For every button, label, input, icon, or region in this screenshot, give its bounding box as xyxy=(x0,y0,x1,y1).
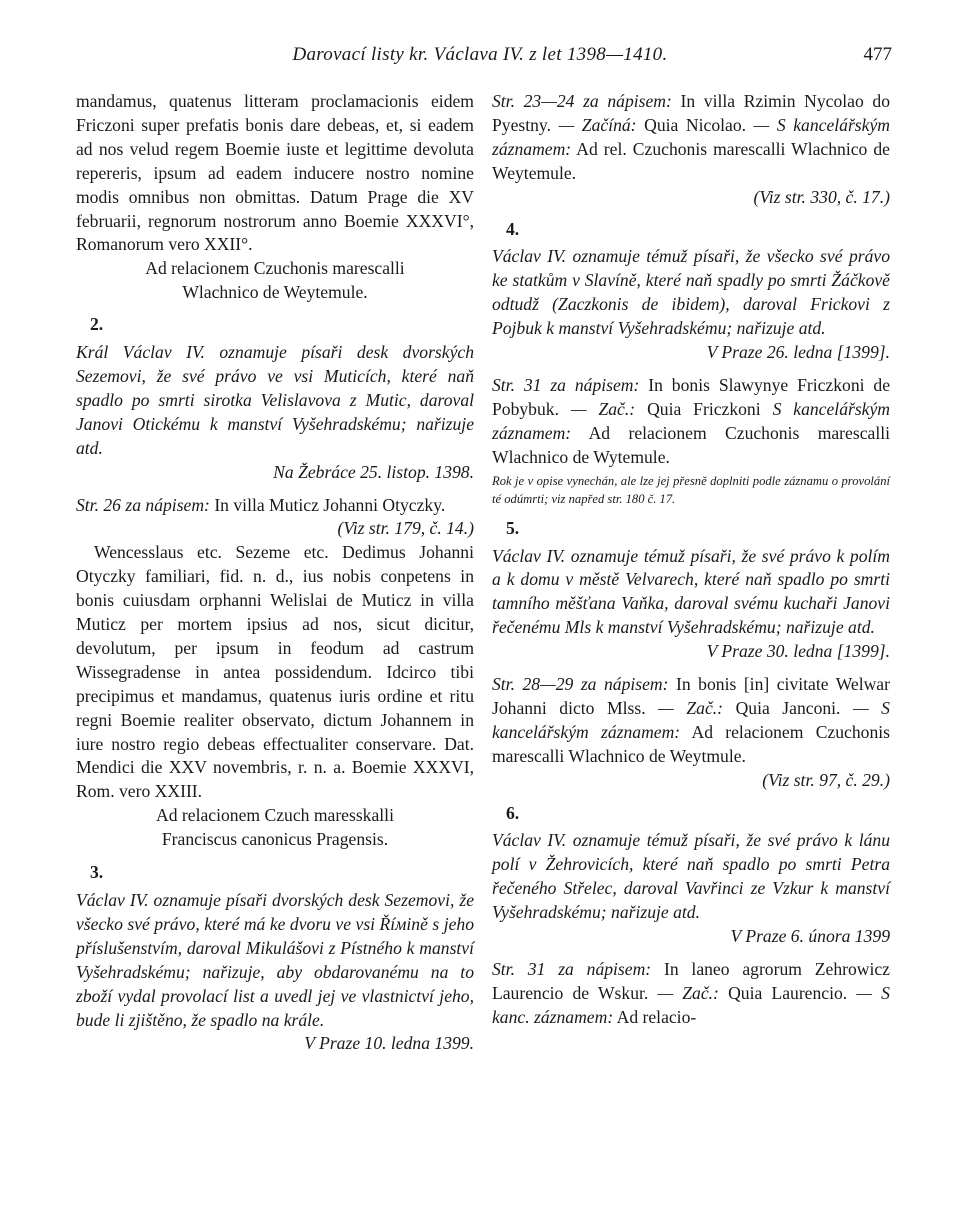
incipit-label-1: — Začíná: xyxy=(558,114,637,135)
source-text-6: In laneo agrorum Zehrowicz Laurencio de Wskur. xyxy=(492,959,890,1003)
chancery-text-5: Ad relacionem Czuchonis marescalli Wlachnico de Weytmule. xyxy=(492,721,890,766)
chancery-label-6: — S kanc. záznamem: xyxy=(492,982,890,1027)
document-number-6: 6. xyxy=(506,802,520,823)
chancery-label-5: — S kancelářským záznamem: xyxy=(492,697,890,742)
source-text-5: In bonis [in] civitate Welwar Johanni dicto Mlss. xyxy=(492,674,890,718)
document-number-4: 4. xyxy=(506,218,520,239)
source-note-2 xyxy=(76,494,474,518)
regest-6: Václav IV. oznamuje témuž písaři, že své právo k lánu polí v Žehrovicích, které naň spadlo po smrti Petra řečeného Střelec, daroval Vavřinci ze Vzkur k manství Vyšehradskému; nařizuje atd. xyxy=(492,830,890,923)
incipit-text-1: Quia Nicolao. xyxy=(644,114,747,135)
relacio-note-1 xyxy=(76,257,474,305)
running-title: Darovací listy kr. Václava IV. z let 1398—1410. xyxy=(292,44,668,65)
continued-paragraph: mandamus, quatenus litteram proclamacionis eidem Friczoni super prefatis bonis dare debeas, et, si eadem ad nos velud regem Boemie iuste et legittime devoluta repereris, ipsum ad eadem inducere nostro nomine modis omnibus non obmittas. Datum Prage die XV februarii, regnorum nostrorum anno Boemie XXXVI°, Romanorum vero XXII°. xyxy=(76,91,474,255)
source-label-6: Str. 31 za nápisem: xyxy=(492,959,652,979)
cross-reference-1: (Viz str. 330, č. 17.) xyxy=(753,186,890,207)
regest-4: Václav IV. oznamuje témuž písaři, že všecko své právo ke statkům v Slavíně, které naň spadly po smrti Žáčkově odtudž (Zaczkonis de ibidem), daroval Frickovi z Pojbuk k manství Vyšehradskému; nařizuje atd. xyxy=(492,246,890,339)
incipit-text-4: Quia Friczkoni xyxy=(647,398,761,419)
incipit-label-6: — Zač.: xyxy=(657,982,719,1003)
incipit-text-6: Quia Laurencio. xyxy=(728,982,848,1003)
place-date-4: V Praze 26. ledna [1399]. xyxy=(706,342,890,363)
chancery-text-1: Ad rel. Czuchonis marescalli Wlachnico de Weytemule. xyxy=(492,138,890,183)
right-column xyxy=(492,90,890,1030)
editorial-note-4: Rok je v opise vynechán, ale lze jej přesně doplniti podle záznamu o provolání té odúmrti; viz napřed str. 180 č. 17. xyxy=(492,473,890,506)
cross-reference-5: (Viz str. 97, č. 29.) xyxy=(762,769,890,790)
relacio-2-line-1: Ad relacionem Czuch maresskalli xyxy=(156,805,394,826)
running-head xyxy=(0,44,960,74)
chancery-text-6: Ad relacio- xyxy=(616,1006,697,1027)
regest-5: Václav IV. oznamuje témuž písaři, že své právo k polím a k domu v městě Velvarech, které naň spadlo po smrti tamního měšťana Vaňka, daroval svému kuchaři Janovi řečenému Mls k manství Vyšehradskému; nařizuje atd. xyxy=(492,545,890,638)
source-note-5 xyxy=(492,673,890,769)
place-date-5: V Praze 30. ledna [1399]. xyxy=(706,641,890,662)
relacio-note-2 xyxy=(76,804,474,852)
document-number-5: 5. xyxy=(506,517,520,538)
regest-2: Král Václav IV. oznamuje písaři desk dvorských Sezemovi, že své právo ve vsi Muticích, které naň spadlo po smrti sirotka Velislavova z Mutic, daroval Janovi Otickému k manství Vyšehradskému; nařizuje atd. xyxy=(76,342,474,458)
source-text-1: In villa Rzimin Nycolao do Pyestny. xyxy=(492,91,890,135)
document-number-2: 2. xyxy=(90,314,104,335)
place-date-6: V Praze 6. února 1399 xyxy=(730,926,890,947)
source-note-6 xyxy=(492,958,890,1030)
incipit-label-5: — Zač.: xyxy=(658,697,724,718)
place-date-3: V Praze 10. ledna 1399. xyxy=(304,1033,474,1054)
source-label-5: Str. 28—29 za nápisem: xyxy=(492,674,669,695)
incipit-label-4: — Zač.: xyxy=(570,398,636,419)
incipit-text-5: Quia Janconi. xyxy=(735,697,841,718)
source-label-1: Str. 23—24 za nápisem: xyxy=(492,91,672,111)
left-column xyxy=(76,90,474,1056)
relacio-1-line-2: Wlachnico de Weytemule. xyxy=(182,282,368,303)
document-number-3: 3. xyxy=(90,862,104,883)
chancery-label-4: S kancelářským záznamem: xyxy=(492,398,891,443)
source-text-4: In bonis Slawynye Friczkoni de Pobybuk. xyxy=(492,374,890,419)
source-label-2: Str. 26 za nápisem: xyxy=(76,494,210,515)
source-note-4 xyxy=(492,374,890,470)
chancery-label-1: — S kancelářským záznamem: xyxy=(492,114,890,159)
source-text-2: In villa Muticz Johanni Otyczky. xyxy=(214,494,446,515)
source-label-4: Str. 31 za nápisem: xyxy=(492,374,640,395)
cross-reference-2: (Viz str. 179, č. 14.) xyxy=(337,518,474,539)
chancery-text-4: Ad relacionem Czuchonis marescalli Wlachnico de Wytemule. xyxy=(492,422,890,467)
relacio-2-line-2: Franciscus canonicus Pragensis. xyxy=(161,829,389,850)
regest-3: Václav IV. oznamuje písaři dvorských desk Sezemovi, že všecko své právo, které má ke dvoru ve vsi Říміně s jeho příslušenstvím, daroval Mikulášovi z Pístného k manství Vyšehradskému; nařizuje, aby obdarovanému na to zboží vydal provolací list a uvedl jej ve vlastnictví jeho, bude li zjištěno, že spadlo na krále. xyxy=(76,890,474,1030)
document-text-2: Wencesslaus etc. Sezeme etc. Dedimus Johanni Otyczky familiari, fid. n. d., ius nobis conpetens in bonis cuiusdam orphanni Welislai de Muticz in villa Muticz per mortem ipsius ad nos, sicut dicitur, devolutum, per ipsum in feodum ad castrum Wissegradense in antea possidendum. Idcirco tibi precipimus et mandamus, quatenus iuris ordine et ritu regni Boemie realiter observato, dictum Johannem in iure nostro regio debeas effectualiter conservare. Dat. Mendici die XXV novembris, r. n. a. Boemie XXXVI, Rom. vero XXIII. xyxy=(76,542,474,802)
source-note-1 xyxy=(492,90,890,186)
relacio-1-line-1: Ad relacionem Czuchonis marescalli xyxy=(145,258,405,279)
page-number: 477 xyxy=(863,44,892,65)
place-date-2: Na Žebráce 25. listop. 1398. xyxy=(273,461,474,482)
